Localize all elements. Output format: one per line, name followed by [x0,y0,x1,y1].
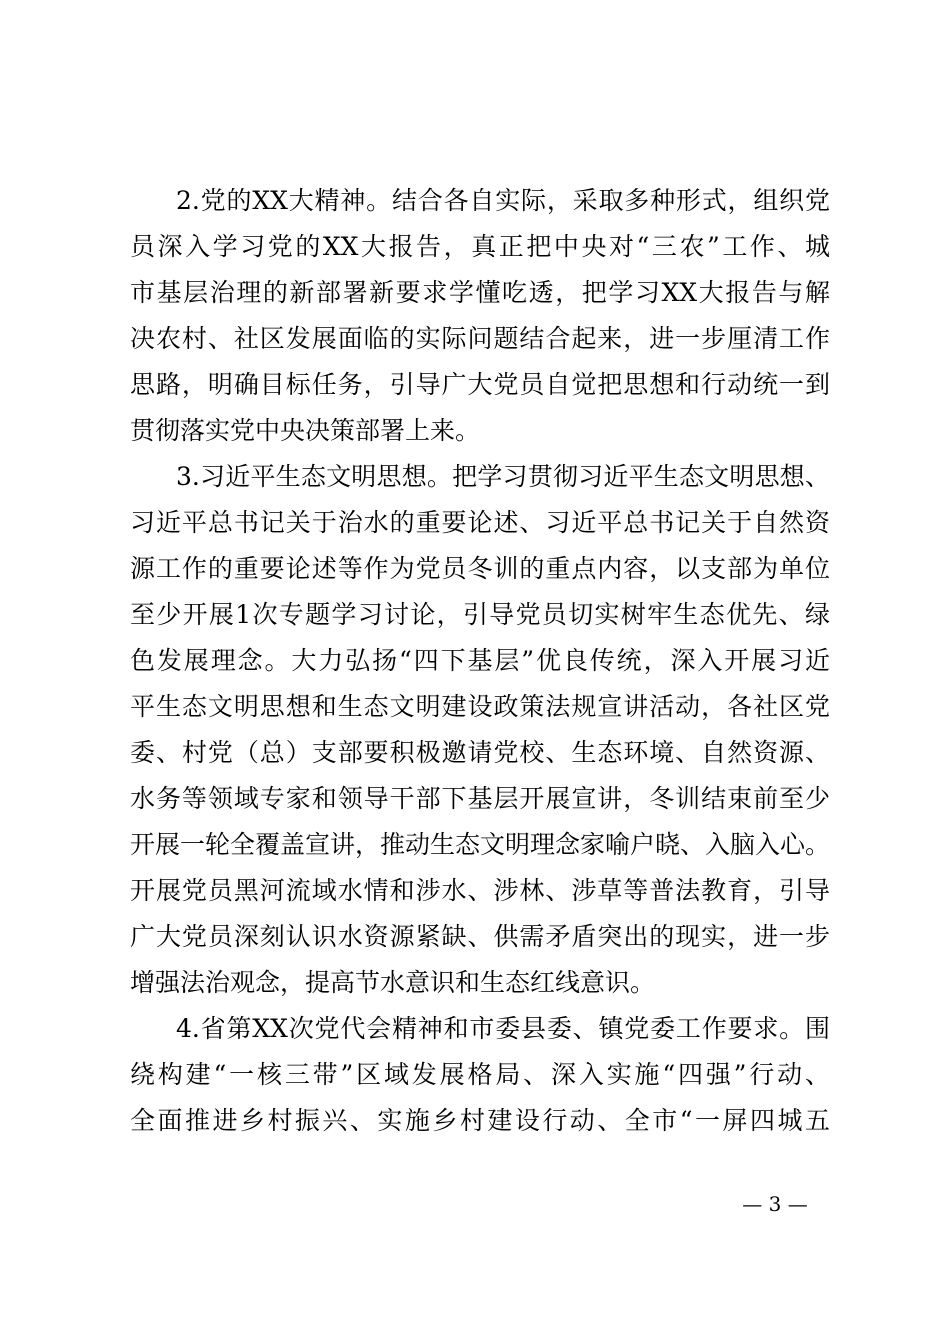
text-line: 决农村、社区发展面临的实际问题结合起来，进一步厘清工作 [130,324,830,353]
text-line: 平生态文明思想和生态文明建设政策法规宣讲活动，各社区党 [130,692,830,721]
text-line: 绕构建“一核三带”区域发展格局、深入实施“四强”行动、 [130,1060,830,1089]
text-line: 广大党员深刻认识水资源紧缺、供需矛盾突出的现实，进一步 [130,922,830,951]
text-line: 3.习近平生态文明思想。把学习贯彻习近平生态文明思想、 [176,462,830,491]
text-line: 开展一轮全覆盖宣讲，推动生态文明理念家喻户晓、入脑入心。 [130,830,831,859]
text-line: 贯彻落实党中央决策部署上来。 [130,416,481,445]
text-line: 4.省第XX次党代会精神和市委县委、镇党委工作要求。围 [176,1014,830,1043]
text-line: 水务等领域专家和领导干部下基层开展宣讲，冬训结束前至少 [130,784,830,813]
text-line: 委、村党（总）支部要积极邀请党校、生态环境、自然资源、 [130,738,830,767]
text-line: 市基层治理的新部署新要求学懂吃透，把学习XX大报告与解 [130,278,830,307]
text-line: 源工作的重要论述等作为党员冬训的重点内容，以支部为单位 [130,554,830,583]
text-line: 员深入学习党的XX大报告，真正把中央对“三农”工作、城 [130,232,830,261]
text-line: 增强法治观念，提高节水意识和生态红线意识。 [130,968,656,997]
text-line: 习近平总书记关于治水的重要论述、习近平总书记关于自然资 [130,508,830,537]
page-number: — 3 — [742,1192,808,1216]
text-line: 2.党的XX大精神。结合各自实际，采取多种形式，组织党 [176,186,830,215]
text-line: 全面推进乡村振兴、实施乡村建设行动、全市“一屏四城五 [130,1106,830,1135]
text-line: 至少开展1次专题学习讨论，引导党员切实树牢生态优先、绿 [130,600,830,629]
text-line: 色发展理念。大力弘扬“四下基层”优良传统，深入开展习近 [130,646,830,675]
text-line: 思路，明确目标任务，引导广大党员自觉把思想和行动统一到 [130,370,830,399]
text-line: 开展党员黑河流域水情和涉水、涉林、涉草等普法教育，引导 [130,876,830,905]
